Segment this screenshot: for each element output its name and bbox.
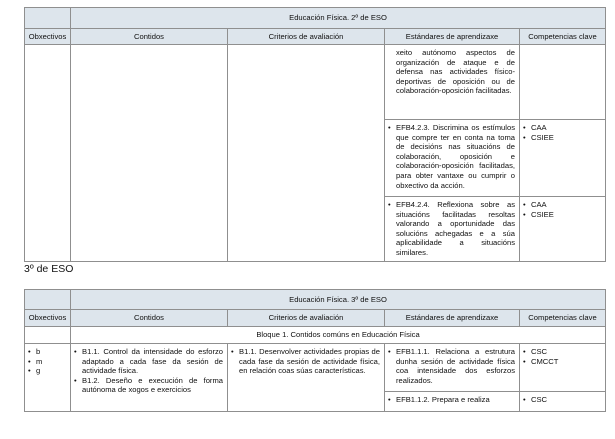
competence-item: • CMCCT (523, 357, 601, 367)
standard-cell (385, 120, 520, 197)
standard-cell (385, 197, 520, 262)
column-header-objectives: Obxectivos (25, 29, 71, 45)
standard-text: • EFB4.2.3. Discrimina os estímulos que compre ter en conta na toma de decisións nas situacións de colaboración, oposición e colaboración-oposición facilitadas, para obter vantaxe ou cumprir o obxectivo da acción. (388, 123, 515, 190)
section-heading: 3º de ESO (24, 263, 74, 275)
standard-cell (385, 45, 520, 120)
competences-cell (520, 392, 606, 412)
standard-text: xeito autónomo aspectos de organización de ataque e de defensa nas actividades físico-deportivas de oposición ou de colaboración-oposición facilitadas. (396, 48, 515, 96)
competences-cell (520, 45, 606, 120)
standard-text: • EFB4.2.4. Reflexiona sobre as situacións facilitadas resoltas valorando a oportunidade das solucións achegadas e a súa aplicabilidade a situacións similares. (388, 200, 515, 258)
column-header-competences: Competencias clave (520, 310, 606, 327)
standard-cell (385, 344, 520, 392)
objective-item: • m (28, 357, 66, 367)
column-header-standards: Estándares de aprendizaxe (385, 310, 520, 327)
competence-item: • CSC (523, 347, 601, 357)
table-title: Educación Física. 3º de ESO (71, 290, 606, 310)
content-item: • B1.2. Deseño e execución de forma autónoma de xogos e exercicios (74, 376, 223, 395)
competence-item: • CAA (523, 200, 601, 210)
competences-cell (520, 344, 606, 392)
block-title: Bloque 1. Contidos comúns en Educación Física (71, 327, 606, 344)
objectives-cell (25, 344, 71, 412)
criteria-cell (228, 45, 385, 262)
competences-cell (520, 120, 606, 197)
objective-item: • g (28, 366, 66, 376)
standard-text: • EFB1.1.1. Relaciona a estrutura dunha sesión de actividade física coa intensidade dos esforzos realizados. (388, 347, 515, 385)
competence-item: • CSIEE (523, 210, 601, 220)
objective-item: • b (28, 347, 66, 357)
competences-cell (520, 197, 606, 262)
competence-item: • CSC (523, 395, 601, 405)
standard-text: • EFB1.1.2. Prepara e realiza (388, 395, 515, 405)
table-title: Educación Física. 2º de ESO (71, 8, 606, 29)
contents-cell (71, 45, 228, 262)
column-header-objectives: Obxectivos (25, 310, 71, 327)
competence-item: • CAA (523, 123, 601, 133)
curriculum-table-3eso (24, 289, 606, 412)
contents-cell (71, 344, 228, 412)
content-item: • B1.1. Control da intensidade do esforzo adaptado a cada fase da sesión de actividade física. (74, 347, 223, 376)
column-header-criteria: Criterios de avaliación (228, 29, 385, 45)
objectives-cell (25, 45, 71, 262)
column-header-standards: Estándares de aprendizaxe (385, 29, 520, 45)
column-header-contents: Contidos (71, 310, 228, 327)
table-row (25, 344, 606, 392)
criteria-cell (228, 344, 385, 412)
column-header-competences: Competencias clave (520, 29, 606, 45)
column-header-criteria: Criterios de avaliación (228, 310, 385, 327)
competence-item: • CSIEE (523, 133, 601, 143)
standard-cell (385, 392, 520, 412)
table-row (25, 45, 606, 120)
curriculum-table-2eso (24, 7, 606, 262)
column-header-contents: Contidos (71, 29, 228, 45)
criterion-item: • B1.1. Desenvolver actividades propias de cada fase da sesión de actividade física, en relación coas súas características. (231, 347, 380, 376)
